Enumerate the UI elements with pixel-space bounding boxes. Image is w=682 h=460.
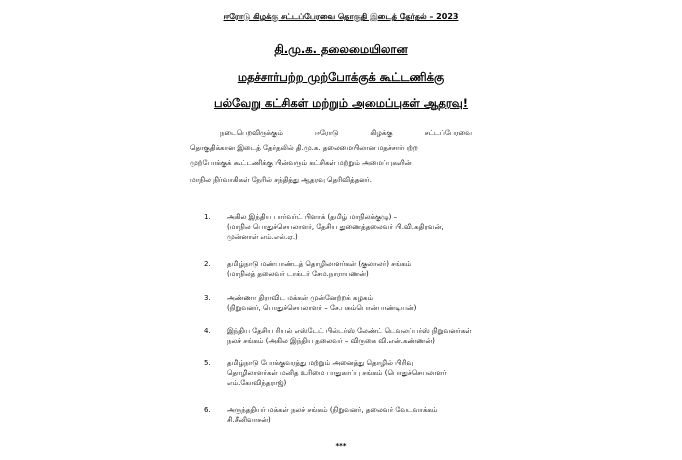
list-item-line: அகில இந்திய பார்வர்ட் பிளாக் (தமிழ் மாநிலக்குழு) – (227, 213, 398, 221)
list-item-number: 4. (204, 327, 211, 335)
list-item-text (227, 326, 497, 346)
list-item-text (227, 259, 497, 279)
intro-line-1 (190, 129, 472, 138)
list-item-line: தொழிலாளர்கள் மனித உரிமை பாதுகாப்பு சங்கம் (பொதுச்செயலாளர் (227, 369, 447, 377)
list-item-number: 2. (204, 260, 211, 268)
list-item-text (227, 405, 497, 425)
list-item-line: தமிழ்நாடு மண்பாண்டத் தொழிலாளர்கள் (குலாலர்) சங்கம் (227, 260, 412, 268)
list-item-number: 1. (204, 213, 211, 221)
intro-word: கிழக்கு (370, 129, 393, 137)
document-subtitle: ஈரோடு கிழக்கு சட்டப்பேரவை தொகுதி இடைத் தேர்தல் – 2023 (223, 12, 459, 21)
intro-word: நடைபெறவிருக்கும் (220, 129, 283, 137)
list-item-line: அண்ணா திராவிட மக்கள் முன்னேற்றக் கழகம் (227, 294, 374, 302)
intro-word: சட்டப்பேரவை (424, 129, 472, 137)
list-item-line: அருந்ததியர் மக்கள் நலச் சங்கம் (நிறுவனர், தலைவர் வேடவாக்கம் (227, 406, 438, 414)
document-title-line-1: தி.மு.க. தலைமையிலான (274, 42, 408, 56)
list-item-line: (நிறுவனர், பொதுச்செயலாளர் – சே.பசும்பொன்பாண்டியன்) (227, 304, 417, 312)
list-item-line: நலச் சங்கம் (அகில இந்திய தலைவர் – விருகை வி.என்.கண்ணன்) (227, 337, 435, 345)
intro-word: ஈரோடு (314, 129, 339, 137)
list-item-line: எம்.கோவிந்தராஜ்) (227, 379, 287, 387)
list-item-line: சி.சீனிவாசன்) (227, 416, 271, 424)
list-item-line: இந்திய தேசிய ரியல் எஸ்டேட் பில்டர்ஸ் லேண்ட் டெவலப்பர்ஸ் நிறுவனர்கள் (227, 327, 472, 335)
list-item-number: 5. (204, 359, 211, 367)
list-item-line: (மாநில பொதுச்செயலாளர், தேசிய துணைத்தலைவர் பி.வி.கதிரவன், (227, 223, 444, 231)
list-item-line: தமிழ்நாடு போக்குவரத்து மற்றும் அனைத்து தொழில் பிரிவு (227, 359, 414, 367)
intro-line-3: முற்போக்குக் கூட்டணிக்கு பின்வரும் கட்சிகள் மற்றும் அமைப்புகளின் (190, 159, 412, 167)
end-mark: *** (335, 442, 347, 450)
list-item-line: (மாநிலத் தலைவர் டாக்டர் சேம.நாராயணன்) (227, 270, 369, 278)
intro-line-4: மாநில நிர்வாகிகள் நேரில் சந்தித்து ஆதரவு தெரிவித்தனர். (190, 176, 372, 184)
list-item-text (227, 358, 497, 388)
list-item-number: 3. (204, 294, 211, 302)
list-item-text (227, 293, 497, 313)
list-item-number: 6. (204, 406, 211, 414)
list-item-text (227, 212, 497, 242)
list-item-line: முன்னாள் எம்.எல்.ஏ.) (227, 233, 298, 241)
document-title-line-2: மதச்சார்பற்ற முற்போக்குக் கூட்டணிக்கு (237, 70, 445, 84)
intro-line-2: தொகுதிக்கான இடைத் தேர்தலில் தி.மு.க. தலைமையிலான மதச்சார்பற்ற (190, 144, 418, 152)
document-title-line-3: பல்வேறு கட்சிகள் மற்றும் அமைப்புகள் ஆதரவு! (213, 96, 469, 110)
